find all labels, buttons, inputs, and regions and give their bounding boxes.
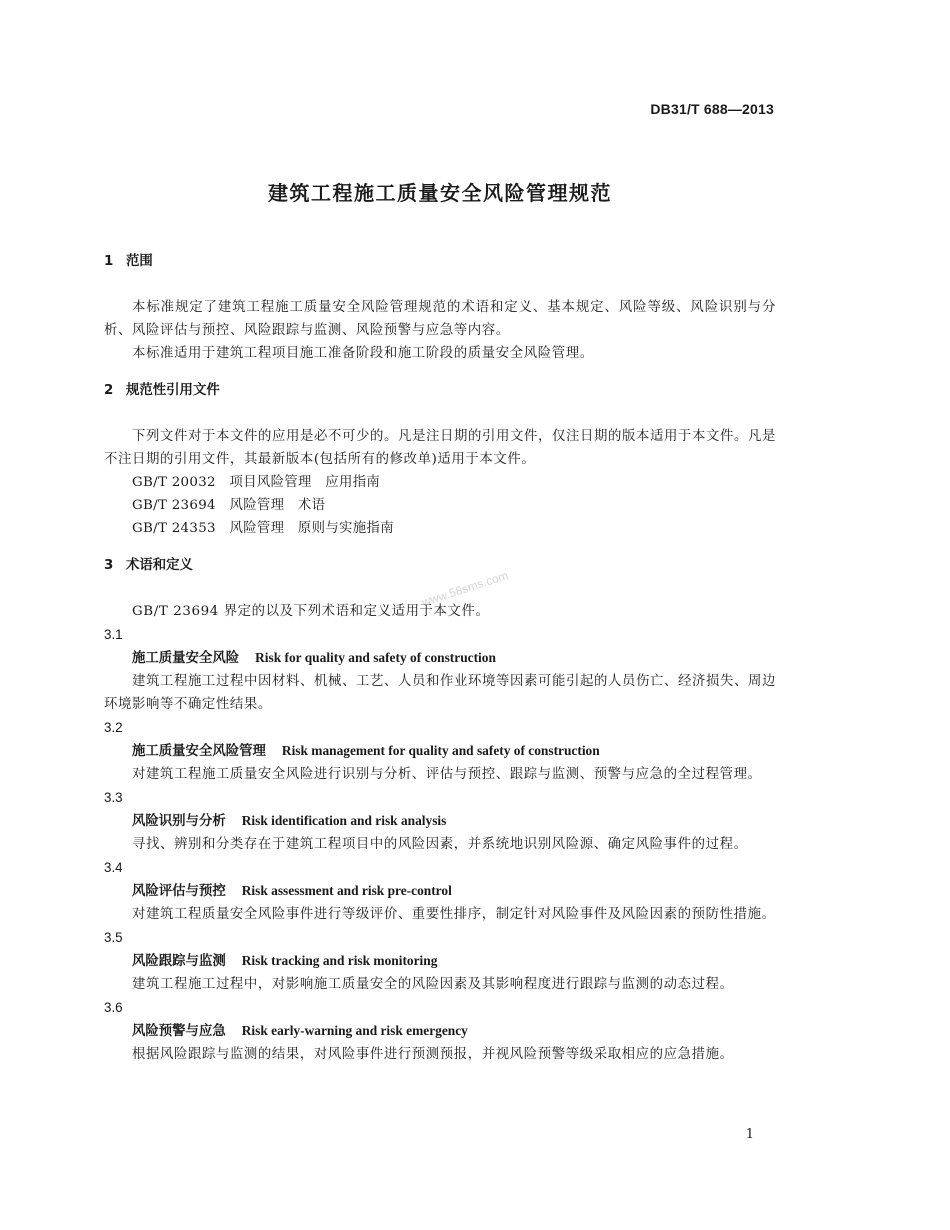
section-2-heading [104, 379, 776, 402]
term-title [104, 1019, 776, 1043]
document-title: 建筑工程施工质量安全风险管理规范 [268, 181, 612, 205]
term-number: 3.4 [104, 860, 123, 875]
term-zh: 施工质量安全风险管理 [132, 744, 266, 759]
section-number: 2 [104, 383, 114, 398]
term-definition: 建筑工程施工过程中因材料、机械、工艺、人员和作业环境等因素可能引起的人员伤亡、经济损失、周边环境影响等不确定性结果。 [104, 674, 776, 712]
reference-item: GB/T 23694 风险管理 术语 [132, 498, 326, 513]
term-title [104, 809, 776, 833]
section-title: 规范性引用文件 [126, 383, 220, 398]
paragraph: 下列文件对于本文件的应用是必不可少的。凡是注日期的引用文件，仅注日期的版本适用于本文件。凡是不注日期的引用文件，其最新版本(包括所有的修改单)适用于本文件。 [104, 429, 776, 467]
term-definition: 建筑工程施工过程中，对影响施工质量安全的风险因素及其影响程度进行跟踪与监测的动态过程。 [132, 977, 734, 992]
reference-item: GB/T 24353 风险管理 原则与实施指南 [132, 521, 394, 536]
term-definition: 根据风险跟踪与监测的结果，对风险事件进行预测预报，并视风险预警等级采取相应的应急措施。 [132, 1047, 734, 1062]
term-zh: 风险评估与预控 [132, 884, 226, 899]
section-3-heading [104, 554, 776, 577]
term-zh: 风险预警与应急 [132, 1024, 226, 1039]
term-number: 3.5 [104, 930, 123, 945]
term-title [104, 879, 776, 903]
page-number: 1 [745, 1127, 754, 1142]
term-en: Risk management for quality and safety of construction [281, 743, 600, 758]
watermark: www.58sms.com [420, 568, 510, 610]
paragraph: 本标准规定了建筑工程施工质量安全风险管理规范的术语和定义、基本规定、风险等级、风险识别与分析、风险评估与预控、风险跟踪与监测、风险预警与应急等内容。 [104, 300, 776, 338]
term-definition: 对建筑工程质量安全风险事件进行等级评价、重要性排序，制定针对风险事件及风险因素的预防性措施。 [132, 907, 776, 922]
document-number: DB31/T 688—2013 [650, 101, 774, 117]
section-number: 3 [104, 558, 114, 573]
paragraph: GB/T 23694 界定的以及下列术语和定义适用于本文件。 [132, 604, 490, 619]
document-body [104, 250, 776, 1066]
term-definition: 寻找、辨别和分类存在于建筑工程项目中的风险因素，并系统地识别风险源、确定风险事件的过程。 [132, 837, 748, 852]
section-1-heading [104, 250, 776, 273]
term-en: Risk early-warning and risk emergency [241, 1023, 468, 1038]
paragraph: 本标准适用于建筑工程项目施工准备阶段和施工阶段的质量安全风险管理。 [132, 346, 594, 361]
section-title: 范围 [126, 254, 153, 269]
term-title [104, 739, 776, 763]
term-number: 3.2 [104, 720, 123, 735]
term-en: Risk assessment and risk pre-control [241, 883, 452, 898]
term-zh: 风险识别与分析 [132, 814, 226, 829]
term-number: 3.3 [104, 790, 123, 805]
term-en: Risk identification and risk analysis [241, 813, 447, 828]
term-definition: 对建筑工程施工质量安全风险进行识别与分析、评估与预控、跟踪与监测、预警与应急的全过程管理。 [132, 767, 762, 782]
section-title: 术语和定义 [126, 558, 193, 573]
term-en: Risk tracking and risk monitoring [241, 953, 438, 968]
term-number: 3.1 [104, 627, 123, 642]
reference-item: GB/T 20032 项目风险管理 应用指南 [132, 475, 381, 490]
term-zh: 风险跟踪与监测 [132, 954, 226, 969]
term-en: Risk for quality and safety of construction [255, 650, 496, 665]
section-number: 1 [104, 254, 114, 269]
term-number: 3.6 [104, 1000, 123, 1015]
term-zh: 施工质量安全风险 [132, 651, 240, 666]
term-title [104, 949, 776, 973]
term-title [104, 646, 776, 670]
